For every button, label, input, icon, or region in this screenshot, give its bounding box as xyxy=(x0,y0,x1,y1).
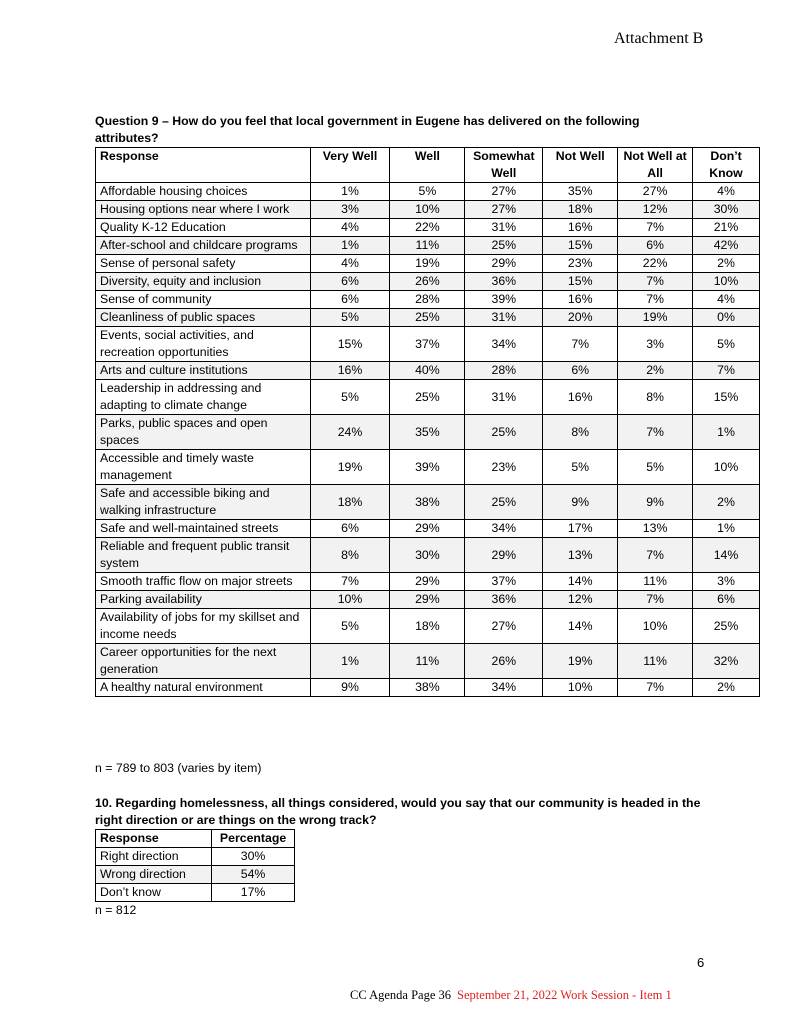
cell-value: 30% xyxy=(390,538,465,573)
cell-value: 5% xyxy=(693,327,760,362)
question-10-title: 10. Regarding homelessness, all things considered, would you say that our community is headed in the right direction or are things on the wrong track? xyxy=(95,796,701,827)
cell-value: 37% xyxy=(390,327,465,362)
cell-value: 54% xyxy=(212,866,295,884)
table-row xyxy=(96,327,760,362)
attachment-label: Attachment B xyxy=(614,30,704,47)
table-row xyxy=(96,362,760,380)
row-label: Accessible and timely waste management xyxy=(96,450,311,485)
question-10-sample-note: n = 812 xyxy=(95,903,137,917)
cell-value: 18% xyxy=(390,609,465,644)
cell-value: 7% xyxy=(618,291,693,309)
column-header: Somewhat Well xyxy=(465,148,543,183)
cell-value: 7% xyxy=(618,591,693,609)
cell-value: 34% xyxy=(465,327,543,362)
cell-value: 23% xyxy=(543,255,618,273)
table-row xyxy=(96,485,760,520)
cell-value: 4% xyxy=(693,183,760,201)
cell-value: 27% xyxy=(465,201,543,219)
cell-value: 4% xyxy=(693,291,760,309)
row-label: Parks, public spaces and open spaces xyxy=(96,415,311,450)
cell-value: 10% xyxy=(390,201,465,219)
cell-value: 27% xyxy=(465,609,543,644)
row-label: A healthy natural environment xyxy=(96,679,311,697)
cell-value: 7% xyxy=(543,327,618,362)
cell-value: 18% xyxy=(310,485,390,520)
cell-value: 6% xyxy=(693,591,760,609)
cell-value: 21% xyxy=(693,219,760,237)
row-label: Cleanliness of public spaces xyxy=(96,309,311,327)
session-label: September 21, 2022 Work Session - Item 1 xyxy=(457,988,672,1002)
row-label: Sense of personal safety xyxy=(96,255,311,273)
row-label: Events, social activities, and recreation opportunities xyxy=(96,327,311,362)
cell-value: 9% xyxy=(618,485,693,520)
cell-value: 20% xyxy=(543,309,618,327)
cell-value: 25% xyxy=(465,415,543,450)
row-label: Availability of jobs for my skillset and income needs xyxy=(96,609,311,644)
cell-value: 29% xyxy=(465,255,543,273)
cell-value: 10% xyxy=(618,609,693,644)
cell-value: 35% xyxy=(543,183,618,201)
table-row xyxy=(96,520,760,538)
column-header: Not Well at All xyxy=(618,148,693,183)
cell-value: 0% xyxy=(693,309,760,327)
cell-value: 4% xyxy=(310,219,390,237)
row-label: Diversity, equity and inclusion xyxy=(96,273,311,291)
cell-value: 3% xyxy=(693,573,760,591)
cell-value: 13% xyxy=(543,538,618,573)
cell-value: 42% xyxy=(693,237,760,255)
cell-value: 1% xyxy=(693,415,760,450)
cell-value: 35% xyxy=(390,415,465,450)
cell-value: 3% xyxy=(310,201,390,219)
cell-value: 14% xyxy=(693,538,760,573)
agenda-page: CC Agenda Page 36 xyxy=(350,988,452,1002)
cell-value: 2% xyxy=(693,679,760,697)
table-row xyxy=(96,884,295,902)
cell-value: 37% xyxy=(465,573,543,591)
row-label: Leadership in addressing and adapting to climate change xyxy=(96,380,311,415)
cell-value: 31% xyxy=(465,380,543,415)
cell-value: 17% xyxy=(543,520,618,538)
cell-value: 6% xyxy=(310,291,390,309)
cell-value: 10% xyxy=(693,273,760,291)
cell-value: 11% xyxy=(390,237,465,255)
column-header: Well xyxy=(390,148,465,183)
cell-value: 34% xyxy=(465,520,543,538)
cell-value: 9% xyxy=(310,679,390,697)
cell-value: 17% xyxy=(212,884,295,902)
table-row xyxy=(96,273,760,291)
cell-value: 16% xyxy=(543,380,618,415)
row-label: Quality K-12 Education xyxy=(96,219,311,237)
row-label: Reliable and frequent public transit system xyxy=(96,538,311,573)
row-label: Housing options near where I work xyxy=(96,201,311,219)
cell-value: 15% xyxy=(693,380,760,415)
cell-value: 5% xyxy=(618,450,693,485)
cell-value: 7% xyxy=(618,415,693,450)
cell-value: 6% xyxy=(618,237,693,255)
cell-value: 19% xyxy=(390,255,465,273)
row-label: After-school and childcare programs xyxy=(96,237,311,255)
table-row xyxy=(96,679,760,697)
cell-value: 25% xyxy=(465,485,543,520)
table-row xyxy=(96,219,760,237)
cell-value: 2% xyxy=(618,362,693,380)
cell-value: 8% xyxy=(543,415,618,450)
cell-value: 36% xyxy=(465,273,543,291)
cell-value: 6% xyxy=(310,520,390,538)
cell-value: 23% xyxy=(465,450,543,485)
cell-value: 19% xyxy=(618,309,693,327)
cell-value: 11% xyxy=(618,573,693,591)
row-label: Wrong direction xyxy=(96,866,212,884)
cell-value: 5% xyxy=(310,380,390,415)
cell-value: 16% xyxy=(543,291,618,309)
cell-value: 14% xyxy=(543,609,618,644)
footer xyxy=(350,988,672,1003)
cell-value: 22% xyxy=(618,255,693,273)
column-header: Response xyxy=(96,148,311,183)
table-row xyxy=(96,291,760,309)
column-header: Don’t Know xyxy=(693,148,760,183)
cell-value: 25% xyxy=(693,609,760,644)
row-label: Parking availability xyxy=(96,591,311,609)
cell-value: 38% xyxy=(390,485,465,520)
row-label: Safe and well-maintained streets xyxy=(96,520,311,538)
cell-value: 10% xyxy=(543,679,618,697)
cell-value: 38% xyxy=(390,679,465,697)
cell-value: 15% xyxy=(310,327,390,362)
cell-value: 1% xyxy=(310,183,390,201)
cell-value: 26% xyxy=(390,273,465,291)
cell-value: 6% xyxy=(310,273,390,291)
table-row xyxy=(96,573,760,591)
cell-value: 8% xyxy=(310,538,390,573)
question-9-sample-note: n = 789 to 803 (varies by item) xyxy=(95,761,262,775)
cell-value: 11% xyxy=(618,644,693,679)
cell-value: 26% xyxy=(465,644,543,679)
cell-value: 7% xyxy=(310,573,390,591)
cell-value: 2% xyxy=(693,255,760,273)
cell-value: 15% xyxy=(543,273,618,291)
question-10-table xyxy=(95,829,295,902)
cell-value: 1% xyxy=(310,237,390,255)
cell-value: 29% xyxy=(465,538,543,573)
cell-value: 16% xyxy=(543,219,618,237)
table-row xyxy=(96,309,760,327)
row-label: Affordable housing choices xyxy=(96,183,311,201)
table-row xyxy=(96,538,760,573)
cell-value: 18% xyxy=(543,201,618,219)
cell-value: 25% xyxy=(465,237,543,255)
cell-value: 29% xyxy=(390,573,465,591)
cell-value: 27% xyxy=(465,183,543,201)
cell-value: 40% xyxy=(390,362,465,380)
table-row xyxy=(96,609,760,644)
cell-value: 25% xyxy=(390,380,465,415)
cell-value: 28% xyxy=(465,362,543,380)
page-number: 6 xyxy=(697,955,705,970)
question-9-title: Question 9 – How do you feel that local government in Eugene has delivered on the following attributes? xyxy=(95,114,640,145)
column-header: Not Well xyxy=(543,148,618,183)
cell-value: 24% xyxy=(310,415,390,450)
cell-value: 29% xyxy=(390,591,465,609)
cell-value: 29% xyxy=(390,520,465,538)
table-row xyxy=(96,380,760,415)
row-label: Smooth traffic flow on major streets xyxy=(96,573,311,591)
cell-value: 5% xyxy=(543,450,618,485)
table-row xyxy=(96,183,760,201)
cell-value: 14% xyxy=(543,573,618,591)
cell-value: 2% xyxy=(693,485,760,520)
table-row xyxy=(96,450,760,485)
question-9-table xyxy=(95,147,760,697)
cell-value: 10% xyxy=(693,450,760,485)
table-row xyxy=(96,866,295,884)
cell-value: 12% xyxy=(618,201,693,219)
cell-value: 15% xyxy=(543,237,618,255)
table-row xyxy=(96,415,760,450)
row-label: Don’t know xyxy=(96,884,212,902)
cell-value: 8% xyxy=(618,380,693,415)
cell-value: 22% xyxy=(390,219,465,237)
cell-value: 25% xyxy=(390,309,465,327)
cell-value: 16% xyxy=(310,362,390,380)
cell-value: 9% xyxy=(543,485,618,520)
cell-value: 7% xyxy=(618,273,693,291)
cell-value: 39% xyxy=(390,450,465,485)
cell-value: 1% xyxy=(310,644,390,679)
cell-value: 31% xyxy=(465,309,543,327)
cell-value: 7% xyxy=(618,538,693,573)
cell-value: 27% xyxy=(618,183,693,201)
cell-value: 30% xyxy=(212,848,295,866)
row-label: Right direction xyxy=(96,848,212,866)
column-header: Percentage xyxy=(212,830,295,848)
cell-value: 34% xyxy=(465,679,543,697)
table-row xyxy=(96,255,760,273)
cell-value: 12% xyxy=(543,591,618,609)
cell-value: 5% xyxy=(310,609,390,644)
cell-value: 1% xyxy=(693,520,760,538)
cell-value: 39% xyxy=(465,291,543,309)
cell-value: 19% xyxy=(543,644,618,679)
cell-value: 5% xyxy=(310,309,390,327)
column-header: Response xyxy=(96,830,212,848)
cell-value: 7% xyxy=(618,679,693,697)
table-row xyxy=(96,591,760,609)
column-header: Very Well xyxy=(310,148,390,183)
cell-value: 28% xyxy=(390,291,465,309)
cell-value: 6% xyxy=(543,362,618,380)
cell-value: 13% xyxy=(618,520,693,538)
table-row xyxy=(96,644,760,679)
cell-value: 4% xyxy=(310,255,390,273)
cell-value: 11% xyxy=(390,644,465,679)
cell-value: 19% xyxy=(310,450,390,485)
row-label: Safe and accessible biking and walking infrastructure xyxy=(96,485,311,520)
cell-value: 10% xyxy=(310,591,390,609)
table-row xyxy=(96,201,760,219)
table-row xyxy=(96,237,760,255)
cell-value: 32% xyxy=(693,644,760,679)
row-label: Sense of community xyxy=(96,291,311,309)
cell-value: 7% xyxy=(693,362,760,380)
cell-value: 30% xyxy=(693,201,760,219)
cell-value: 36% xyxy=(465,591,543,609)
table-row xyxy=(96,848,295,866)
cell-value: 7% xyxy=(618,219,693,237)
row-label: Arts and culture institutions xyxy=(96,362,311,380)
cell-value: 3% xyxy=(618,327,693,362)
cell-value: 31% xyxy=(465,219,543,237)
cell-value: 5% xyxy=(390,183,465,201)
row-label: Career opportunities for the next generation xyxy=(96,644,311,679)
